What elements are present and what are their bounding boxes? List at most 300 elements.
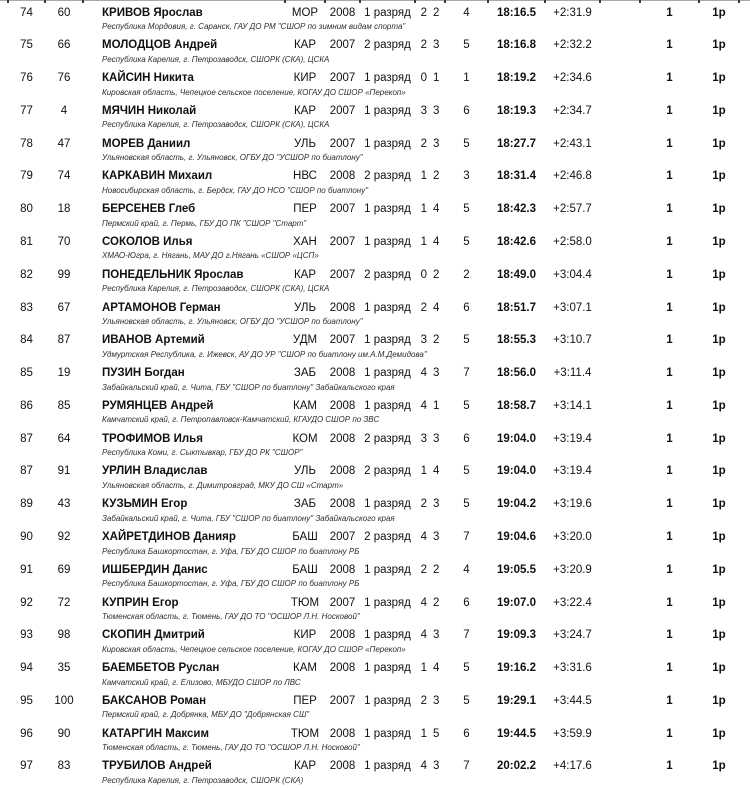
region-code-cell: ЗАБ: [293, 498, 317, 511]
result-time-cell: 18:49.0: [496, 268, 536, 281]
points-cell: 1: [666, 498, 673, 511]
result-row-main-line: [8, 104, 750, 118]
shooting-standing: 3: [433, 498, 440, 511]
time-gap-cell: +3:22.4: [553, 596, 592, 609]
shooting-standing: 2: [433, 563, 440, 576]
category-cell: 2 разряд: [364, 465, 411, 478]
points-cell: 1: [666, 104, 673, 117]
points-cell: 1: [666, 662, 673, 675]
region-code-cell: КАР: [293, 268, 317, 281]
points-cell: 1: [666, 531, 673, 543]
category-cell: 1 разряд: [364, 760, 411, 773]
time-gap-cell: +2:34.7: [553, 104, 592, 117]
result-row: [0, 362, 750, 395]
shooting-standing: 4: [433, 301, 440, 314]
region-code-cell: КАР: [293, 760, 317, 773]
birth-year-cell: 2007: [329, 104, 356, 117]
bib-number-cell: 66: [57, 39, 71, 52]
bib-number-cell: 87: [57, 334, 71, 347]
total-misses-cell: 5: [463, 662, 470, 675]
birth-year-cell: 2007: [329, 694, 356, 707]
points-cell: 1: [666, 137, 673, 150]
time-gap-cell: +3:19.4: [553, 432, 592, 445]
total-misses-cell: 6: [463, 596, 470, 609]
result-time-cell: 18:55.3: [496, 334, 536, 347]
bib-number-cell: 98: [57, 629, 71, 642]
region-code-cell: КИР: [293, 72, 317, 85]
bib-number-cell: 76: [57, 72, 71, 85]
result-time-cell: 19:16.2: [496, 662, 536, 675]
shooting-prone: 4: [420, 596, 427, 609]
result-row-main-line: [8, 202, 750, 216]
time-gap-cell: +3:20.0: [553, 531, 592, 543]
result-row: [0, 329, 750, 362]
shooting-standing: 4: [433, 203, 440, 216]
total-misses-cell: 6: [463, 727, 470, 740]
club-line: Республика Башкортостан, г. Уфа, ГБУ ДО СШОР по биатлону РБ: [102, 546, 360, 556]
shooting-cell: [415, 661, 445, 675]
time-gap-cell: +3:31.6: [553, 662, 592, 675]
fulfilled-rank-cell: 1р: [712, 334, 726, 347]
shooting-cell: [415, 235, 445, 249]
shooting-prone: 4: [420, 760, 427, 773]
points-cell: 1: [666, 727, 673, 740]
result-row: [0, 689, 750, 722]
shooting-standing: 2: [433, 334, 440, 347]
result-time-cell: 18:42.3: [496, 203, 536, 216]
shooting-prone: 3: [420, 334, 427, 347]
result-row-main-line: [8, 661, 750, 675]
shooting-standing: 3: [433, 531, 440, 543]
time-gap-cell: +2:43.1: [553, 137, 592, 150]
result-time-cell: 19:44.5: [496, 727, 536, 740]
shooting-prone: 4: [420, 367, 427, 380]
result-row: [0, 755, 750, 788]
time-gap-cell: +4:17.6: [553, 760, 592, 773]
bib-number-cell: 64: [57, 432, 71, 445]
shooting-cell: [415, 202, 445, 216]
shooting-prone: 3: [420, 104, 427, 117]
birth-year-cell: 2008: [329, 432, 356, 445]
shooting-prone: 2: [420, 6, 427, 19]
category-cell: 1 разряд: [364, 596, 411, 609]
place-cell: 96: [20, 727, 33, 740]
shooting-cell: [415, 759, 445, 773]
result-row-main-line: [8, 530, 750, 544]
shooting-prone: 3: [420, 432, 427, 445]
category-cell: 1 разряд: [364, 694, 411, 707]
birth-year-cell: 2008: [329, 6, 356, 19]
bib-number-cell: 74: [57, 170, 71, 183]
total-misses-cell: 6: [463, 104, 470, 117]
shooting-cell: [415, 268, 445, 282]
time-gap-cell: +3:10.7: [553, 334, 592, 347]
time-gap-cell: +3:59.9: [553, 727, 592, 740]
birth-year-cell: 2008: [329, 301, 356, 314]
athlete-name: КРИВОВ Ярослав: [102, 6, 203, 19]
birth-year-cell: 2008: [329, 170, 356, 183]
shooting-standing: 3: [433, 629, 440, 642]
time-gap-cell: +3:20.9: [553, 563, 592, 576]
bib-number-cell: 100: [54, 694, 74, 707]
birth-year-cell: 2007: [329, 334, 356, 347]
category-cell: 1 разряд: [364, 6, 411, 19]
results-table-body: [0, 1, 750, 788]
region-code-cell: НВС: [293, 170, 317, 183]
birth-year-cell: 2008: [329, 465, 356, 478]
points-cell: 1: [666, 235, 673, 248]
category-cell: 1 разряд: [364, 498, 411, 511]
result-time-cell: 18:42.6: [496, 235, 536, 248]
result-row-main-line: [8, 333, 750, 347]
club-line: Новосибирская область, г. Бердск, ГАУ ДО НСО "СШОР по биатлону": [102, 185, 369, 195]
result-time-cell: 19:07.0: [496, 596, 536, 609]
birth-year-cell: 2007: [329, 531, 356, 543]
bib-number-cell: 67: [57, 301, 71, 314]
result-row: [0, 34, 750, 67]
club-line: Кировская область, Чепецкое сельское поселение, КОГАУ ДО СШОР «Перекоп»: [102, 644, 406, 654]
result-row-main-line: [8, 432, 750, 446]
shooting-cell: [415, 71, 445, 85]
time-gap-cell: +3:24.7: [553, 629, 592, 642]
time-gap-cell: +3:14.1: [553, 399, 592, 412]
birth-year-cell: 2007: [329, 235, 356, 248]
shooting-standing: 2: [433, 596, 440, 609]
fulfilled-rank-cell: 1р: [712, 662, 726, 675]
total-misses-cell: 6: [463, 432, 470, 445]
shooting-cell: [415, 530, 445, 544]
club-line: Республика Карелия, г. Петрозаводск, СШОРК (СКА): [102, 775, 304, 785]
result-row: [0, 165, 750, 198]
time-gap-cell: +3:07.1: [553, 301, 592, 314]
place-cell: 81: [20, 235, 33, 248]
athlete-name: МОРЕВ Даниил: [102, 137, 191, 150]
birth-year-cell: 2007: [329, 203, 356, 216]
region-code-cell: ПЕР: [293, 694, 317, 707]
result-row-main-line: [8, 301, 750, 315]
birth-year-cell: 2007: [329, 72, 356, 85]
result-row: [0, 558, 750, 591]
category-cell: 2 разряд: [364, 39, 411, 52]
birth-year-cell: 2007: [329, 39, 356, 52]
region-code-cell: УДМ: [292, 334, 318, 347]
fulfilled-rank-cell: 1р: [712, 137, 726, 150]
shooting-prone: 1: [420, 662, 427, 675]
shooting-standing: 4: [433, 465, 440, 478]
result-row: [0, 1, 750, 34]
athlete-name: УРЛИН Владислав: [102, 465, 208, 478]
club-line: Республика Коми, г. Сыктывкар, ГБУ ДО РК "СШОР": [102, 448, 303, 458]
result-row-main-line: [8, 6, 750, 20]
fulfilled-rank-cell: 1р: [712, 235, 726, 248]
result-row-main-line: [8, 497, 750, 511]
athlete-name: АРТАМОНОВ Герман: [102, 301, 221, 314]
result-time-cell: 19:04.0: [496, 465, 536, 478]
athlete-name: КАТАРГИН Максим: [102, 727, 210, 740]
total-misses-cell: 5: [463, 498, 470, 511]
category-cell: 1 разряд: [364, 563, 411, 576]
total-misses-cell: 6: [463, 301, 470, 314]
result-row-main-line: [8, 268, 750, 282]
place-cell: 91: [20, 563, 33, 576]
athlete-name: КУПРИН Егор: [102, 596, 179, 609]
fulfilled-rank-cell: 1р: [712, 72, 726, 85]
athlete-name: БЕРСЕНЕВ Глеб: [102, 203, 196, 216]
shooting-prone: 2: [420, 301, 427, 314]
fulfilled-rank-cell: 1р: [712, 301, 726, 314]
shooting-prone: 1: [420, 235, 427, 248]
result-time-cell: 20:02.2: [496, 760, 536, 773]
shooting-cell: [415, 727, 445, 741]
total-misses-cell: 5: [463, 694, 470, 707]
birth-year-cell: 2008: [329, 498, 356, 511]
place-cell: 90: [20, 531, 33, 543]
region-code-cell: УЛЬ: [293, 465, 317, 478]
club-line: Тюменская область, г. Тюмень, ГАУ ДО ТО "ОСШОР Л.Н. Носковой": [102, 612, 360, 622]
result-time-cell: 18:16.8: [496, 39, 536, 52]
athlete-name: МЯЧИН Николай: [102, 104, 197, 117]
shooting-cell: [415, 497, 445, 511]
club-line: Тюменская область, г. Тюмень, ГАУ ДО ТО "ОСШОР Л.Н. Носковой": [102, 743, 360, 753]
points-cell: 1: [666, 563, 673, 576]
shooting-prone: 0: [420, 268, 427, 281]
shooting-standing: 3: [433, 367, 440, 380]
category-cell: 1 разряд: [364, 629, 411, 642]
place-cell: 83: [20, 301, 33, 314]
birth-year-cell: 2008: [329, 662, 356, 675]
athlete-name: ХАЙРЕТДИНОВ Данияр: [102, 531, 236, 543]
result-row-main-line: [8, 399, 750, 413]
category-cell: 1 разряд: [364, 334, 411, 347]
result-row-main-line: [8, 137, 750, 151]
result-time-cell: 18:56.0: [496, 367, 536, 380]
result-row: [0, 230, 750, 263]
result-row-main-line: [8, 596, 750, 610]
shooting-prone: 2: [420, 498, 427, 511]
bib-number-cell: 90: [57, 727, 71, 740]
athlete-name: БАЕМБЕТОВ Руслан: [102, 662, 220, 675]
athlete-name: ИШБЕРДИН Данис: [102, 563, 208, 576]
athlete-name: ПУЗИН Богдан: [102, 367, 185, 380]
bib-number-cell: 91: [57, 465, 71, 478]
fulfilled-rank-cell: 1р: [712, 465, 726, 478]
result-row: [0, 657, 750, 690]
result-time-cell: 18:19.3: [496, 104, 536, 117]
shooting-cell: [415, 333, 445, 347]
result-row-main-line: [8, 727, 750, 741]
result-row: [0, 591, 750, 624]
points-cell: 1: [666, 301, 673, 314]
category-cell: 1 разряд: [364, 399, 411, 412]
fulfilled-rank-cell: 1р: [712, 531, 726, 543]
result-row: [0, 722, 750, 755]
shooting-cell: [415, 628, 445, 642]
bib-number-cell: 43: [57, 498, 71, 511]
result-time-cell: 19:04.0: [496, 432, 536, 445]
total-misses-cell: 5: [463, 465, 470, 478]
result-row: [0, 427, 750, 460]
shooting-prone: 2: [420, 563, 427, 576]
points-cell: 1: [666, 694, 673, 707]
result-row-main-line: [8, 38, 750, 52]
shooting-standing: 4: [433, 662, 440, 675]
total-misses-cell: 5: [463, 334, 470, 347]
place-cell: 87: [20, 432, 33, 445]
category-cell: 1 разряд: [364, 301, 411, 314]
time-gap-cell: +3:19.6: [553, 498, 592, 511]
birth-year-cell: 2008: [329, 367, 356, 380]
place-cell: 85: [20, 367, 33, 380]
birth-year-cell: 2008: [329, 399, 356, 412]
place-cell: 76: [20, 72, 33, 85]
time-gap-cell: +2:32.2: [553, 39, 592, 52]
region-code-cell: КОМ: [292, 432, 318, 445]
shooting-prone: 1: [420, 727, 427, 740]
club-line: Камчатский край, г. Петропавловск-Камчатский, КГАУДО СШОР по ЗВС: [102, 415, 380, 425]
shooting-prone: 0: [420, 72, 427, 85]
club-line: Удмуртская Республика, г. Ижевск, АУ ДО УР "СШОР по биатлону им.А.М.Демидова": [102, 349, 427, 359]
result-row: [0, 198, 750, 231]
athlete-name: БАКСАНОВ Роман: [102, 694, 207, 707]
birth-year-cell: 2007: [329, 137, 356, 150]
shooting-prone: 2: [420, 137, 427, 150]
region-code-cell: КАР: [293, 104, 317, 117]
region-code-cell: ХАН: [293, 235, 317, 248]
total-misses-cell: 7: [463, 531, 470, 543]
points-cell: 1: [666, 596, 673, 609]
result-row-main-line: [8, 694, 750, 708]
bib-number-cell: 18: [57, 203, 71, 216]
bib-number-cell: 35: [57, 662, 71, 675]
region-code-cell: УЛЬ: [293, 137, 317, 150]
shooting-standing: 3: [433, 694, 440, 707]
result-time-cell: 18:58.7: [496, 399, 536, 412]
shooting-prone: 1: [420, 170, 427, 183]
bib-number-cell: 92: [57, 531, 71, 543]
result-row-main-line: [8, 759, 750, 773]
club-line: Ульяновская область, г. Димитровград, МКУ ДО СШ «Старт»: [102, 480, 344, 490]
place-cell: 78: [20, 137, 33, 150]
shooting-cell: [415, 104, 445, 118]
result-row: [0, 460, 750, 493]
fulfilled-rank-cell: 1р: [712, 170, 726, 183]
region-code-cell: БАШ: [292, 563, 318, 576]
shooting-cell: [415, 563, 445, 577]
result-row-main-line: [8, 235, 750, 249]
result-row: [0, 296, 750, 329]
result-row-main-line: [8, 563, 750, 577]
bib-number-cell: 83: [57, 760, 71, 773]
club-line: Камчатский край, г. Елизово, МБУДО СШОР по ЛВС: [102, 677, 301, 687]
shooting-standing: 3: [433, 104, 440, 117]
birth-year-cell: 2007: [329, 596, 356, 609]
athlete-name: КАЙСИН Никита: [102, 72, 194, 85]
points-cell: 1: [666, 432, 673, 445]
result-row-main-line: [8, 169, 750, 183]
shooting-cell: [415, 432, 445, 446]
athlete-name: РУМЯНЦЕВ Андрей: [102, 399, 214, 412]
time-gap-cell: +2:58.0: [553, 235, 592, 248]
points-cell: 1: [666, 465, 673, 478]
bib-number-cell: 60: [57, 6, 71, 19]
region-code-cell: КИР: [293, 629, 317, 642]
shooting-cell: [415, 137, 445, 151]
result-row: [0, 394, 750, 427]
athlete-name: МОЛОДЦОВ Андрей: [102, 39, 218, 52]
place-cell: 79: [20, 170, 33, 183]
result-time-cell: 18:51.7: [496, 301, 536, 314]
bib-number-cell: 4: [60, 104, 68, 117]
region-code-cell: ТЮМ: [290, 596, 320, 609]
time-gap-cell: +2:57.7: [553, 203, 592, 216]
result-time-cell: 19:04.6: [496, 531, 536, 543]
region-code-cell: КАМ: [293, 662, 317, 675]
place-cell: 80: [20, 203, 33, 216]
result-row-main-line: [8, 628, 750, 642]
club-line: Пермский край, г. Добрянка, МБУ ДО "Добрянская СШ": [102, 710, 310, 720]
birth-year-cell: 2007: [329, 268, 356, 281]
time-gap-cell: +2:34.6: [553, 72, 592, 85]
shooting-standing: 3: [433, 137, 440, 150]
shooting-cell: [415, 596, 445, 610]
points-cell: 1: [666, 39, 673, 52]
place-cell: 89: [20, 498, 33, 511]
shooting-standing: 4: [433, 235, 440, 248]
birth-year-cell: 2008: [329, 760, 356, 773]
bib-number-cell: 70: [57, 235, 71, 248]
club-line: Ульяновская область, г. Ульяновск, ОГБУ ДО "УСШОР по биатлону": [102, 317, 363, 327]
shooting-standing: 2: [433, 268, 440, 281]
total-misses-cell: 5: [463, 203, 470, 216]
category-cell: 2 разряд: [364, 268, 411, 281]
points-cell: 1: [666, 170, 673, 183]
category-cell: 1 разряд: [364, 137, 411, 150]
category-cell: 2 разряд: [364, 432, 411, 445]
place-cell: 93: [20, 629, 33, 642]
total-misses-cell: 5: [463, 137, 470, 150]
bib-number-cell: 85: [57, 399, 71, 412]
athlete-name: СКОПИН Дмитрий: [102, 629, 205, 642]
shooting-cell: [415, 301, 445, 315]
shooting-standing: 2: [433, 6, 440, 19]
category-cell: 1 разряд: [364, 367, 411, 380]
bib-number-cell: 69: [57, 563, 71, 576]
category-cell: 1 разряд: [364, 104, 411, 117]
fulfilled-rank-cell: 1р: [712, 629, 726, 642]
total-misses-cell: 5: [463, 235, 470, 248]
shooting-prone: 1: [420, 465, 427, 478]
result-row: [0, 263, 750, 296]
club-line: Республика Карелия, г. Петрозаводск, СШОРК (СКА), ЦСКА: [102, 54, 330, 64]
athlete-name: СОКОЛОВ Илья: [102, 235, 193, 248]
time-gap-cell: +3:04.4: [553, 268, 592, 281]
region-code-cell: УЛЬ: [293, 301, 317, 314]
athlete-name: ТРУБИЛОВ Андрей: [102, 760, 212, 773]
athlete-name: ПОНЕДЕЛЬНИК Ярослав: [102, 268, 244, 281]
bib-number-cell: 99: [57, 268, 71, 281]
shooting-prone: 4: [420, 399, 427, 412]
points-cell: 1: [666, 72, 673, 85]
shooting-cell: [415, 464, 445, 478]
athlete-name: ТРОФИМОВ Илья: [102, 432, 203, 445]
result-row: [0, 132, 750, 165]
total-misses-cell: 7: [463, 760, 470, 773]
result-time-cell: 19:09.3: [496, 629, 536, 642]
region-code-cell: БАШ: [292, 531, 318, 543]
fulfilled-rank-cell: 1р: [712, 727, 726, 740]
shooting-standing: 3: [433, 39, 440, 52]
shooting-cell: [415, 38, 445, 52]
